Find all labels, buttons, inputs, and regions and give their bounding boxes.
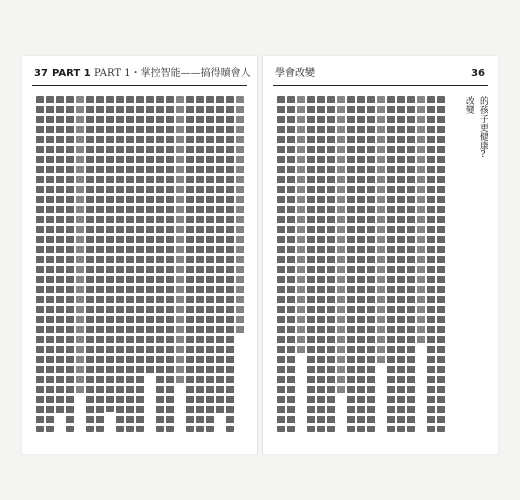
right-page-section-line: 改變 [464,96,474,114]
left-body-text [34,96,245,436]
right-text-column-17 [437,96,445,432]
left-page [22,56,257,454]
right-body-text [275,96,460,436]
right-text-column-4 [307,96,315,432]
left-text-column-4 [66,96,74,432]
left-header-rule [32,85,247,86]
left-text-column-13 [156,96,164,432]
right-text-column-6 [327,96,335,432]
left-text-column-19 [216,96,224,414]
left-page-header [34,66,251,82]
right-text-column-10 [367,96,375,432]
right-text-column-2 [287,96,295,432]
left-text-column-14 [166,96,174,432]
left-text-column-2 [46,96,54,432]
right-text-column-1 [277,96,285,432]
left-text-column-3 [56,96,64,416]
right-page [263,56,498,454]
right-text-column-15 [417,96,425,346]
left-text-column-6 [86,96,94,432]
left-text-column-10 [126,96,134,432]
left-text-column-20 [226,96,234,432]
right-page-header [275,66,485,82]
left-text-column-1 [36,96,44,432]
right-text-column-12 [387,96,395,432]
right-text-column-9 [357,96,365,432]
right-text-column-8 [347,96,355,432]
left-text-column-8 [106,96,114,412]
right-book-title: 學會改變 [275,68,315,79]
left-text-column-7 [96,96,104,432]
left-text-column-12 [146,96,154,376]
left-part-label: PART 1 [52,68,91,79]
left-running-head: PART 1・掌控智能——搞得贖會人 [94,68,251,79]
right-page-number: 36 [471,68,485,79]
right-text-column-13 [397,96,405,432]
right-text-column-16 [427,96,435,432]
right-header-rule [273,85,488,86]
left-text-column-16 [186,96,194,432]
left-text-column-15 [176,96,184,386]
left-text-column-5 [76,96,84,396]
left-text-column-18 [206,96,214,432]
right-text-column-5 [317,96,325,432]
right-page-title-line: 的孩子更健康? [478,96,488,160]
right-text-column-3 [297,96,305,356]
left-page-number: 37 [34,68,48,79]
left-text-column-11 [136,96,144,432]
right-text-column-7 [337,96,345,396]
right-text-column-11 [377,96,385,366]
left-text-column-9 [116,96,124,432]
right-text-column-14 [407,96,415,432]
left-text-column-21 [236,96,244,336]
left-text-column-17 [196,96,204,432]
